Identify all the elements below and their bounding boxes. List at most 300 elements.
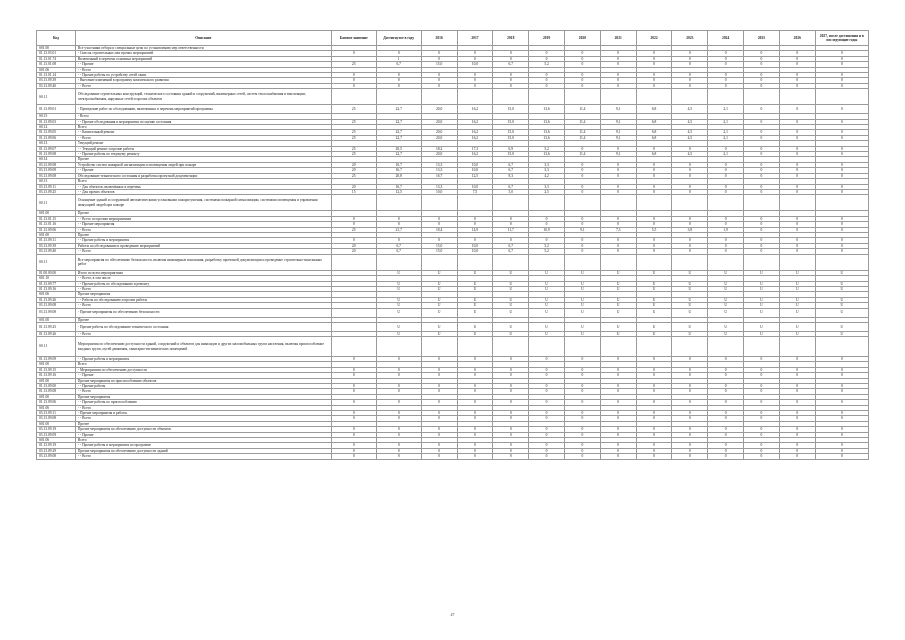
column-header: 2017 bbox=[457, 31, 493, 46]
row-name: - - Всего bbox=[75, 227, 331, 232]
row-value: U bbox=[457, 303, 493, 308]
row-value: U bbox=[815, 303, 868, 308]
row-value: 16,2 bbox=[457, 130, 493, 135]
row-value bbox=[564, 89, 600, 105]
row-value: 0 bbox=[744, 367, 780, 372]
row-value: 15 bbox=[331, 189, 376, 194]
row-value bbox=[815, 337, 868, 357]
row-code: S01.06 bbox=[37, 437, 76, 442]
row-value: 0 bbox=[564, 448, 600, 453]
row-value: U bbox=[779, 331, 815, 336]
row-value: 0 bbox=[421, 400, 457, 405]
column-header: 2019 bbox=[529, 31, 565, 46]
row-value: 0 bbox=[529, 78, 565, 83]
row-name: Обследование технического состояния и разработка проектной документации bbox=[75, 173, 331, 178]
row-value: 18,2 bbox=[421, 146, 457, 151]
row-value: 0 bbox=[708, 410, 744, 415]
row-value: 6,7 bbox=[376, 62, 421, 67]
row-value: U bbox=[564, 303, 600, 308]
row-value: 0 bbox=[636, 410, 672, 415]
row-value: 0 bbox=[600, 356, 636, 361]
row-value: U bbox=[779, 303, 815, 308]
row-value: 0 bbox=[564, 162, 600, 167]
row-value: 0 bbox=[564, 383, 600, 388]
row-value: 0 bbox=[672, 448, 708, 453]
row-value: 0 bbox=[672, 168, 708, 173]
row-value: 0 bbox=[779, 367, 815, 372]
row-value: 0 bbox=[636, 383, 672, 388]
row-code: 01.00.00.00 bbox=[37, 270, 76, 275]
row-value: 10,0 bbox=[457, 162, 493, 167]
row-value: U bbox=[636, 270, 672, 275]
row-value: 0 bbox=[672, 51, 708, 56]
row-value: 0 bbox=[672, 146, 708, 151]
row-value: 0 bbox=[744, 62, 780, 67]
row-value: 0 bbox=[564, 83, 600, 88]
row-value: 0 bbox=[421, 51, 457, 56]
row-value: 13,6 bbox=[529, 119, 565, 124]
row-value: 25 bbox=[331, 152, 376, 157]
row-value: 16,2 bbox=[457, 119, 493, 124]
row-value: 0 bbox=[376, 238, 421, 243]
row-value: U bbox=[564, 308, 600, 317]
row-code: 03.13.09.09 bbox=[37, 432, 76, 437]
row-value: 0 bbox=[779, 389, 815, 394]
row-value: 0 bbox=[779, 105, 815, 114]
row-value: 0 bbox=[672, 454, 708, 459]
row-value bbox=[493, 254, 529, 270]
row-name: - Прочие мероприятия и работы bbox=[75, 410, 331, 415]
row-value: 20,5 bbox=[376, 146, 421, 151]
row-code: 01.13.01.15 bbox=[37, 216, 76, 221]
row-code: 01.13.09.00 bbox=[37, 383, 76, 388]
row-value: 6,8 bbox=[636, 130, 672, 135]
row-value: 0 bbox=[564, 173, 600, 178]
row-value: 0 bbox=[779, 243, 815, 248]
row-value: 0 bbox=[636, 454, 672, 459]
row-value: 11,4 bbox=[564, 130, 600, 135]
row-value: 0 bbox=[636, 162, 672, 167]
row-code: 01.13.09.15 bbox=[37, 367, 76, 372]
row-name: - Список строительных или прочих мероприятий bbox=[75, 51, 331, 56]
row-value: 0 bbox=[493, 443, 529, 448]
row-value bbox=[493, 89, 529, 105]
row-value: 0 bbox=[815, 184, 868, 189]
row-value: U bbox=[421, 297, 457, 302]
row-value: 1,9 bbox=[708, 227, 744, 232]
row-code: 01.13.09.06 bbox=[37, 400, 76, 405]
row-value: 0 bbox=[708, 383, 744, 388]
row-value: 0 bbox=[779, 135, 815, 140]
row-value: 0 bbox=[708, 222, 744, 227]
row-value: U bbox=[744, 303, 780, 308]
row-code: 01.13.01.16 bbox=[37, 222, 76, 227]
row-name: Всего bbox=[75, 437, 331, 442]
row-value: 13,6 bbox=[529, 135, 565, 140]
row-value bbox=[457, 195, 493, 211]
row-code: 01.13.09.16 bbox=[37, 286, 76, 291]
row-value: 22,7 bbox=[376, 135, 421, 140]
row-value: 0 bbox=[493, 78, 529, 83]
row-value: 0 bbox=[636, 184, 672, 189]
row-value: U bbox=[636, 331, 672, 336]
row-value: 0 bbox=[744, 454, 780, 459]
row-value: 0 bbox=[744, 238, 780, 243]
row-value: 0 bbox=[331, 222, 376, 227]
row-value: U bbox=[529, 331, 565, 336]
row-value: 0 bbox=[636, 189, 672, 194]
row-value: 0 bbox=[331, 432, 376, 437]
column-header: 2021 bbox=[600, 31, 636, 46]
row-value: 0 bbox=[529, 51, 565, 56]
row-value: 0 bbox=[421, 383, 457, 388]
row-value: 0 bbox=[331, 443, 376, 448]
row-value: 0 bbox=[672, 416, 708, 421]
row-value: 0 bbox=[636, 83, 672, 88]
row-value: 0 bbox=[708, 216, 744, 221]
row-value: 0 bbox=[636, 173, 672, 178]
row-value: 0 bbox=[744, 410, 780, 415]
row-name: - Внесение изменений в программу комплексного развития bbox=[75, 78, 331, 83]
row-value: 0 bbox=[815, 152, 868, 157]
row-value: 0 bbox=[600, 443, 636, 448]
row-value bbox=[600, 195, 636, 211]
row-code: 03.13.09.40 bbox=[37, 83, 76, 88]
row-value: 0 bbox=[779, 51, 815, 56]
row-value: U bbox=[779, 286, 815, 291]
row-name: - - Всего bbox=[75, 303, 331, 308]
row-value: 0 bbox=[376, 83, 421, 88]
row-value bbox=[529, 195, 565, 211]
row-value: 0 bbox=[672, 189, 708, 194]
row-code: 03.13.09.39 bbox=[37, 78, 76, 83]
row-value: 0 bbox=[744, 227, 780, 232]
row-value: 0 bbox=[600, 448, 636, 453]
row-code: 01.13.09.09 bbox=[37, 356, 76, 361]
row-value: 9,1 bbox=[600, 105, 636, 114]
row-value: U bbox=[708, 270, 744, 275]
row-value: 0 bbox=[529, 443, 565, 448]
row-value: 12,5 bbox=[457, 173, 493, 178]
table-row bbox=[37, 337, 869, 357]
row-name: - Мероприятия по обеспечению доступности bbox=[75, 367, 331, 372]
row-value: 0 bbox=[421, 238, 457, 243]
row-value: 0 bbox=[421, 83, 457, 88]
row-value: 0 bbox=[815, 238, 868, 243]
row-name: Прочие мероприятия по приспособлению объектов bbox=[75, 378, 331, 383]
row-value: 0 bbox=[600, 410, 636, 415]
row-value: 11,4 bbox=[564, 152, 600, 157]
row-value: 0 bbox=[779, 83, 815, 88]
row-value: 14,9 bbox=[457, 227, 493, 232]
row-value: 0 bbox=[421, 356, 457, 361]
row-value: U bbox=[744, 270, 780, 275]
row-value: U bbox=[493, 331, 529, 336]
row-value bbox=[421, 195, 457, 211]
row-value: 0 bbox=[815, 62, 868, 67]
row-value: 0 bbox=[564, 356, 600, 361]
row-value: 0 bbox=[672, 443, 708, 448]
row-name: - - Прочие bbox=[75, 168, 331, 173]
row-value: 0 bbox=[708, 356, 744, 361]
row-value: 6,8 bbox=[636, 105, 672, 114]
row-name: - - Прочие bbox=[75, 373, 331, 378]
row-value: 0 bbox=[376, 383, 421, 388]
row-value: 0 bbox=[493, 448, 529, 453]
row-name: Всего bbox=[75, 362, 331, 367]
row-value: 9,1 bbox=[600, 135, 636, 140]
row-value: 0 bbox=[564, 51, 600, 56]
row-value: 0 bbox=[815, 51, 868, 56]
row-value: 0 bbox=[636, 249, 672, 254]
row-value: 6,7 bbox=[493, 168, 529, 173]
row-value: 0 bbox=[493, 432, 529, 437]
row-value: 0 bbox=[779, 162, 815, 167]
row-value: 6,7 bbox=[493, 243, 529, 248]
row-value: 0 bbox=[779, 249, 815, 254]
row-code: S01.06 bbox=[37, 405, 76, 410]
row-value: U bbox=[636, 297, 672, 302]
row-code: S01.00 bbox=[37, 394, 76, 399]
row-code: 01.13.09.05 bbox=[37, 130, 76, 135]
row-value bbox=[815, 195, 868, 211]
row-value: U bbox=[457, 308, 493, 317]
row-value: U bbox=[421, 303, 457, 308]
row-value bbox=[529, 337, 565, 357]
row-value: 0 bbox=[744, 222, 780, 227]
row-value: 15,0 bbox=[493, 135, 529, 140]
row-value: 0 bbox=[421, 454, 457, 459]
row-value: 0 bbox=[457, 389, 493, 394]
row-value: 0 bbox=[744, 130, 780, 135]
row-value: 0 bbox=[421, 410, 457, 415]
row-value: 0 bbox=[331, 410, 376, 415]
row-value: U bbox=[672, 331, 708, 336]
row-code: 01.13.09.03 bbox=[37, 119, 76, 124]
column-header: 2016 bbox=[421, 31, 457, 46]
row-value: U bbox=[529, 270, 565, 275]
row-value: 0 bbox=[331, 454, 376, 459]
row-value: 0 bbox=[331, 238, 376, 243]
row-value: U bbox=[421, 308, 457, 317]
row-name: - Всего bbox=[75, 114, 331, 119]
row-value: 0 bbox=[708, 78, 744, 83]
row-value: 0 bbox=[600, 416, 636, 421]
row-value: 0 bbox=[600, 400, 636, 405]
row-value: 0 bbox=[744, 78, 780, 83]
row-value: 9,1 bbox=[564, 227, 600, 232]
row-value: 0 bbox=[421, 427, 457, 432]
row-value: 0 bbox=[564, 184, 600, 189]
row-name: Прочее bbox=[75, 211, 331, 216]
row-value: 0 bbox=[529, 373, 565, 378]
column-header: Достигнутое в году bbox=[376, 31, 421, 46]
row-value: 0 bbox=[672, 367, 708, 372]
table-row bbox=[37, 105, 869, 114]
row-value: U bbox=[708, 308, 744, 317]
row-name: - - Работы по обследованию и прочие работы bbox=[75, 297, 331, 302]
row-value: 0 bbox=[376, 448, 421, 453]
row-value: 0 bbox=[779, 73, 815, 78]
row-value: 0 bbox=[779, 152, 815, 157]
row-value: 0 bbox=[529, 410, 565, 415]
row-value: U bbox=[529, 303, 565, 308]
row-value: 15,0 bbox=[493, 152, 529, 157]
row-value: 16,2 bbox=[457, 105, 493, 114]
row-value: 0 bbox=[708, 238, 744, 243]
row-value: 0 bbox=[744, 400, 780, 405]
row-value: 0 bbox=[529, 389, 565, 394]
row-name: Текущий ремонт bbox=[75, 141, 331, 146]
row-value: U bbox=[815, 322, 868, 331]
row-value bbox=[779, 337, 815, 357]
row-value: U bbox=[564, 270, 600, 275]
row-value: U bbox=[779, 322, 815, 331]
row-name: Прочие мероприятия bbox=[75, 292, 331, 297]
row-value: 20 bbox=[331, 168, 376, 173]
row-value: 0 bbox=[529, 427, 565, 432]
row-value: 0 bbox=[636, 238, 672, 243]
row-value bbox=[600, 254, 636, 270]
row-value: 0 bbox=[779, 56, 815, 61]
row-value: 20 bbox=[331, 162, 376, 167]
row-value: 0 bbox=[708, 173, 744, 178]
row-value: 0 bbox=[600, 184, 636, 189]
row-value: 0 bbox=[457, 432, 493, 437]
row-value: 0 bbox=[815, 119, 868, 124]
row-value: 0 bbox=[708, 373, 744, 378]
row-value: 25 bbox=[331, 62, 376, 67]
row-value: 0 bbox=[600, 222, 636, 227]
row-value: 0 bbox=[672, 238, 708, 243]
row-value: 4,5 bbox=[672, 119, 708, 124]
row-value: 0 bbox=[600, 427, 636, 432]
row-value: U bbox=[600, 308, 636, 317]
row-value: 0 bbox=[815, 78, 868, 83]
row-value: U bbox=[421, 270, 457, 275]
row-value: U bbox=[672, 297, 708, 302]
column-header: Описание bbox=[75, 31, 331, 46]
row-value bbox=[331, 322, 376, 331]
row-value: 0 bbox=[636, 448, 672, 453]
row-value: 0 bbox=[529, 356, 565, 361]
row-value: 0 bbox=[636, 56, 672, 61]
row-value: U bbox=[493, 297, 529, 302]
row-name: - - Прочие bbox=[75, 62, 331, 67]
row-value bbox=[744, 89, 780, 105]
row-value bbox=[636, 254, 672, 270]
row-value: 0 bbox=[376, 78, 421, 83]
row-value: U bbox=[708, 322, 744, 331]
row-value: 20 bbox=[331, 243, 376, 248]
row-value: 0 bbox=[779, 238, 815, 243]
row-value: U bbox=[457, 286, 493, 291]
row-value: 0 bbox=[376, 389, 421, 394]
row-value: 2,1 bbox=[708, 119, 744, 124]
row-value: 0 bbox=[564, 373, 600, 378]
row-code: 01.13.01.08 bbox=[37, 62, 76, 67]
row-value bbox=[331, 254, 376, 270]
row-value bbox=[457, 337, 493, 357]
row-value: 0 bbox=[779, 454, 815, 459]
row-value: 0 bbox=[493, 367, 529, 372]
row-value: 0 bbox=[331, 367, 376, 372]
row-value: U bbox=[779, 308, 815, 317]
row-name: Прочее bbox=[75, 317, 331, 322]
row-value: U bbox=[744, 308, 780, 317]
row-value: 6,7 bbox=[376, 249, 421, 254]
row-value: 0 bbox=[493, 410, 529, 415]
row-value: 0 bbox=[815, 73, 868, 78]
row-value: 0 bbox=[636, 356, 672, 361]
row-value: U bbox=[636, 303, 672, 308]
row-value: 15,0 bbox=[421, 249, 457, 254]
row-value: 0 bbox=[600, 62, 636, 67]
row-value: 0 bbox=[708, 162, 744, 167]
row-value: 0 bbox=[779, 356, 815, 361]
row-value: 0 bbox=[744, 373, 780, 378]
row-value: 0 bbox=[636, 416, 672, 421]
row-value: 0 bbox=[600, 146, 636, 151]
row-value: 0 bbox=[457, 73, 493, 78]
row-name: Работы по обследованию и проведению мероприятий bbox=[75, 243, 331, 248]
row-name: - - Всего по прочим мероприятиям bbox=[75, 216, 331, 221]
row-value bbox=[708, 254, 744, 270]
row-value: 0 bbox=[600, 367, 636, 372]
row-value: 0 bbox=[600, 249, 636, 254]
row-value: 0 bbox=[529, 454, 565, 459]
row-value: 0 bbox=[672, 356, 708, 361]
row-value: 0 bbox=[529, 73, 565, 78]
row-value: 15,0 bbox=[493, 130, 529, 135]
row-value: 0 bbox=[376, 367, 421, 372]
row-value: 16,2 bbox=[457, 152, 493, 157]
row-value: 4,2 bbox=[529, 173, 565, 178]
row-value: U bbox=[564, 286, 600, 291]
row-value: 0 bbox=[529, 367, 565, 372]
row-value: 15,0 bbox=[421, 243, 457, 248]
table-row bbox=[37, 322, 869, 331]
row-value: 0 bbox=[600, 78, 636, 83]
row-value: 0 bbox=[636, 146, 672, 151]
row-value: 0 bbox=[708, 389, 744, 394]
row-value: 0 bbox=[672, 173, 708, 178]
row-value: 0 bbox=[331, 356, 376, 361]
row-value: U bbox=[493, 308, 529, 317]
row-value: 0 bbox=[421, 78, 457, 83]
row-value: 0 bbox=[815, 227, 868, 232]
row-value: U bbox=[376, 331, 421, 336]
row-value: 20,0 bbox=[421, 152, 457, 157]
row-value: 0 bbox=[672, 184, 708, 189]
row-code: 03.13.09.08 bbox=[37, 162, 76, 167]
row-value: 5,5 bbox=[636, 227, 672, 232]
row-value bbox=[815, 254, 868, 270]
table-row bbox=[37, 454, 869, 459]
row-value: U bbox=[744, 281, 780, 286]
row-name: - - Прочие работы по приспособлению bbox=[75, 400, 331, 405]
row-value bbox=[672, 254, 708, 270]
row-value: U bbox=[815, 281, 868, 286]
row-value: 0 bbox=[564, 222, 600, 227]
row-value: 0 bbox=[600, 162, 636, 167]
row-value: 22,7 bbox=[376, 152, 421, 157]
row-value: 0 bbox=[564, 243, 600, 248]
row-value: 0 bbox=[672, 83, 708, 88]
row-value: 20,0 bbox=[421, 130, 457, 135]
row-value: 0 bbox=[529, 216, 565, 221]
row-name: Прочее bbox=[75, 233, 331, 238]
